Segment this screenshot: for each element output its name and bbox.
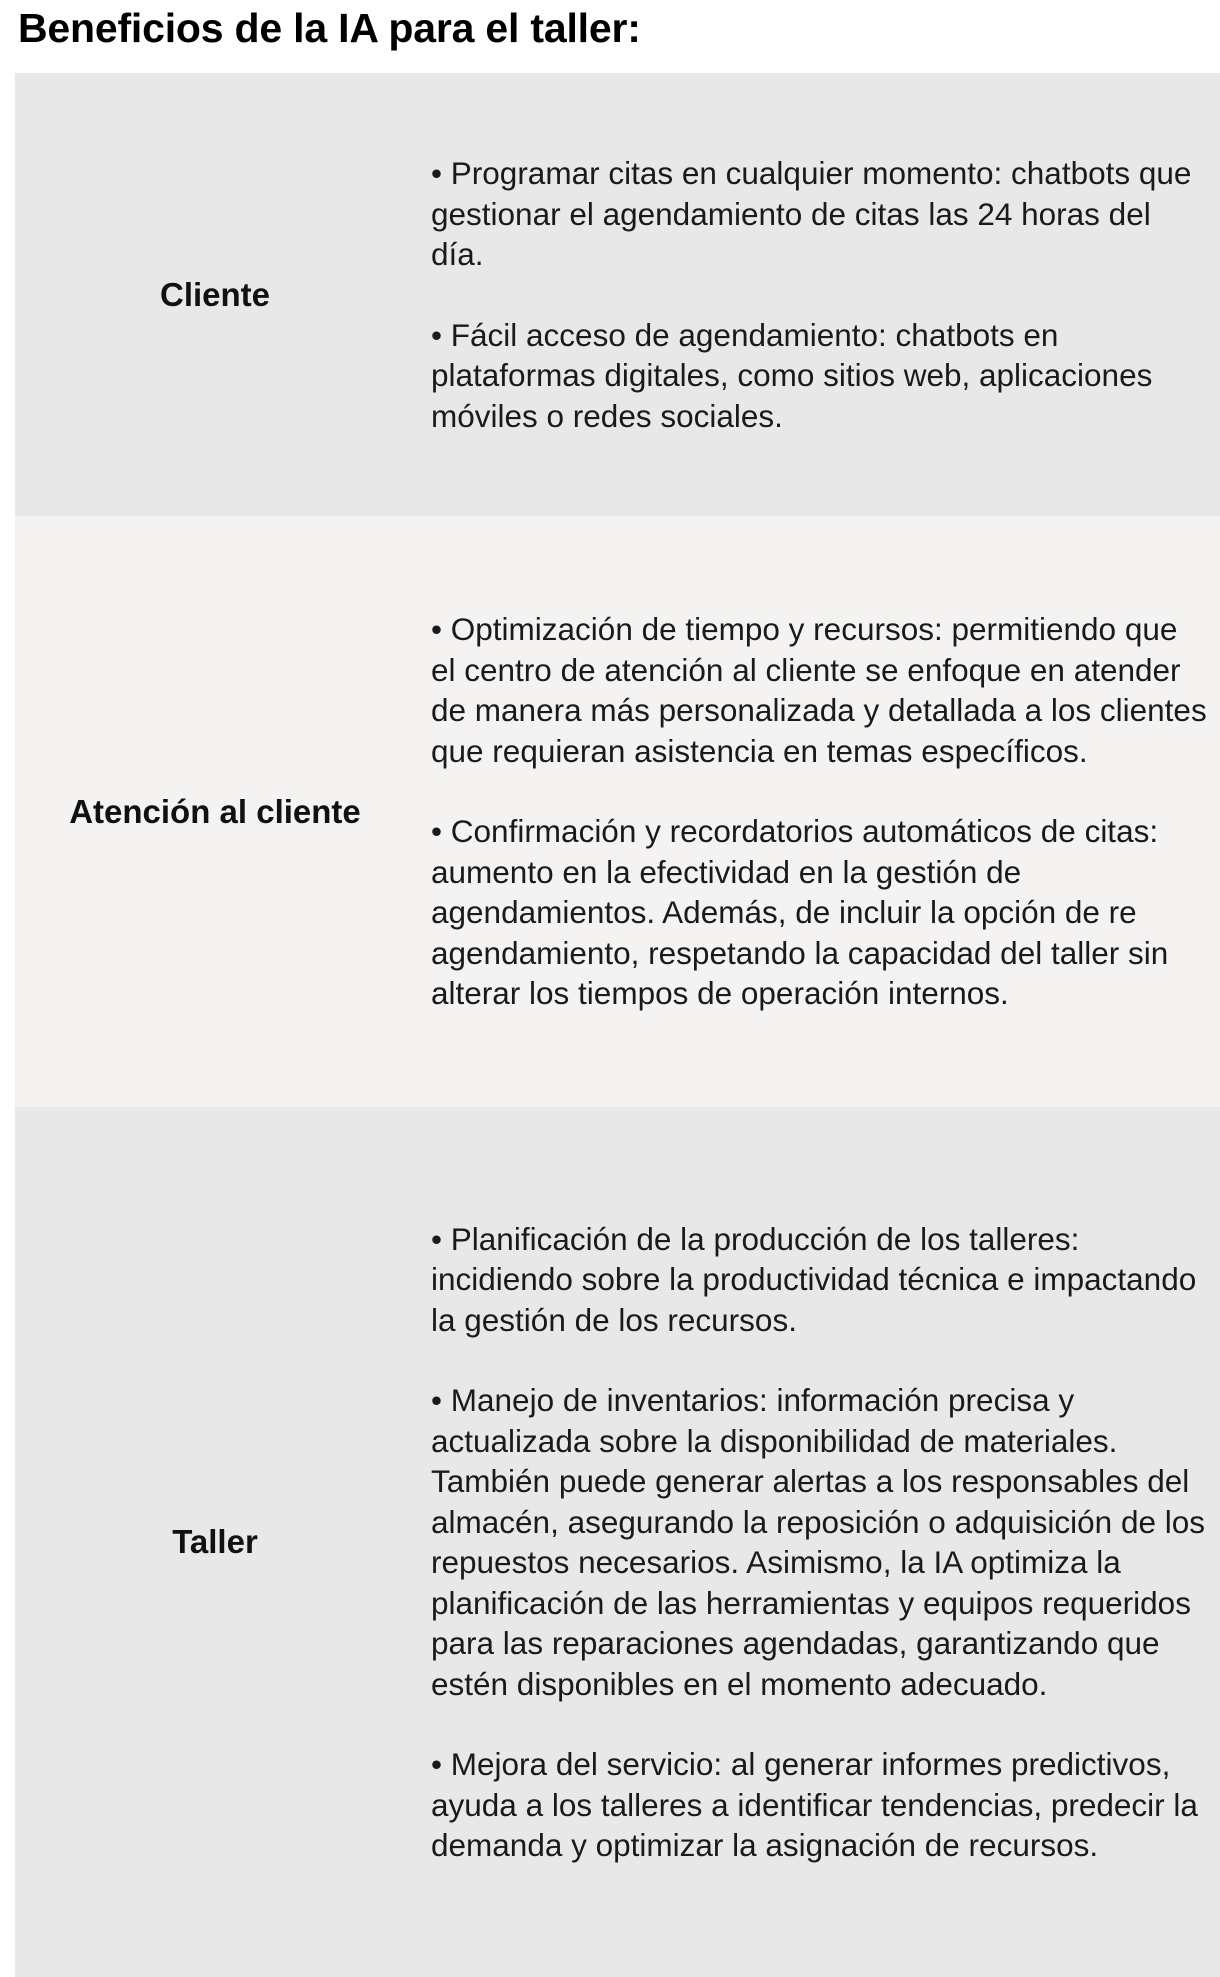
table-row-taller bbox=[15, 1107, 1220, 1977]
bullet-list-atencion-al-cliente bbox=[415, 516, 1220, 1107]
bullet-item: • Programar citas en cualquier momento: chatbots que gestionar el agendamiento de citas las 24 horas del día. bbox=[431, 155, 1192, 272]
category-atencion-al-cliente: Atención al cliente bbox=[69, 792, 361, 830]
page-title: Beneficios de la IA para el taller: bbox=[18, 5, 641, 51]
bullet-item: • Confirmación y recordatorios automáticos de citas: aumento en la efectividad en la gestión de agendamientos. Además, de incluir la opción de re agendamiento, respetando la capacidad del taller sin alterar los tiempos de operación internos. bbox=[431, 813, 1169, 1012]
table-row-atencion-al-cliente bbox=[15, 516, 1220, 1107]
bullet-item: • Planificación de la producción de los talleres: incidiendo sobre la productividad técnica e impactando la gestión de los recursos. bbox=[431, 1220, 1197, 1338]
bullet-item: • Mejora del servicio: al generar informes predictivos, ayuda a los talleres a identificar tendencias, predecir la demanda y optimizar la asignación de recursos. bbox=[431, 1746, 1198, 1863]
bullet-item: • Optimización de tiempo y recursos: permitiendo que el centro de atención al cliente se enfoque en atender de manera más personalizada y detallada a los clientes que requieran asistencia en temas específicos. bbox=[431, 611, 1207, 769]
category-cliente: Cliente bbox=[159, 275, 271, 313]
bullet-list-cliente bbox=[415, 73, 1220, 516]
bullet-item: • Manejo de inventarios: información precisa y actualizada sobre la disponibilidad de materiales. También puede generar alertas a los responsables del almacén, asegurando la reposición o adquisición de los repuestos necesarios. Asimismo, la IA optimiza la planificación de las herramientas y equipos requeridos para las reparaciones agendadas, garantizando que estén disponibles en el momento adecuado. bbox=[431, 1382, 1205, 1702]
category-taller: Taller bbox=[172, 1523, 258, 1560]
bullet-list-taller bbox=[415, 1107, 1220, 1977]
benefits-table bbox=[15, 73, 1220, 1977]
table-row-cliente bbox=[15, 73, 1220, 516]
bullet-item: • Fácil acceso de agendamiento: chatbots en plataformas digitales, como sitios web, aplicaciones móviles o redes sociales. bbox=[431, 316, 1153, 434]
